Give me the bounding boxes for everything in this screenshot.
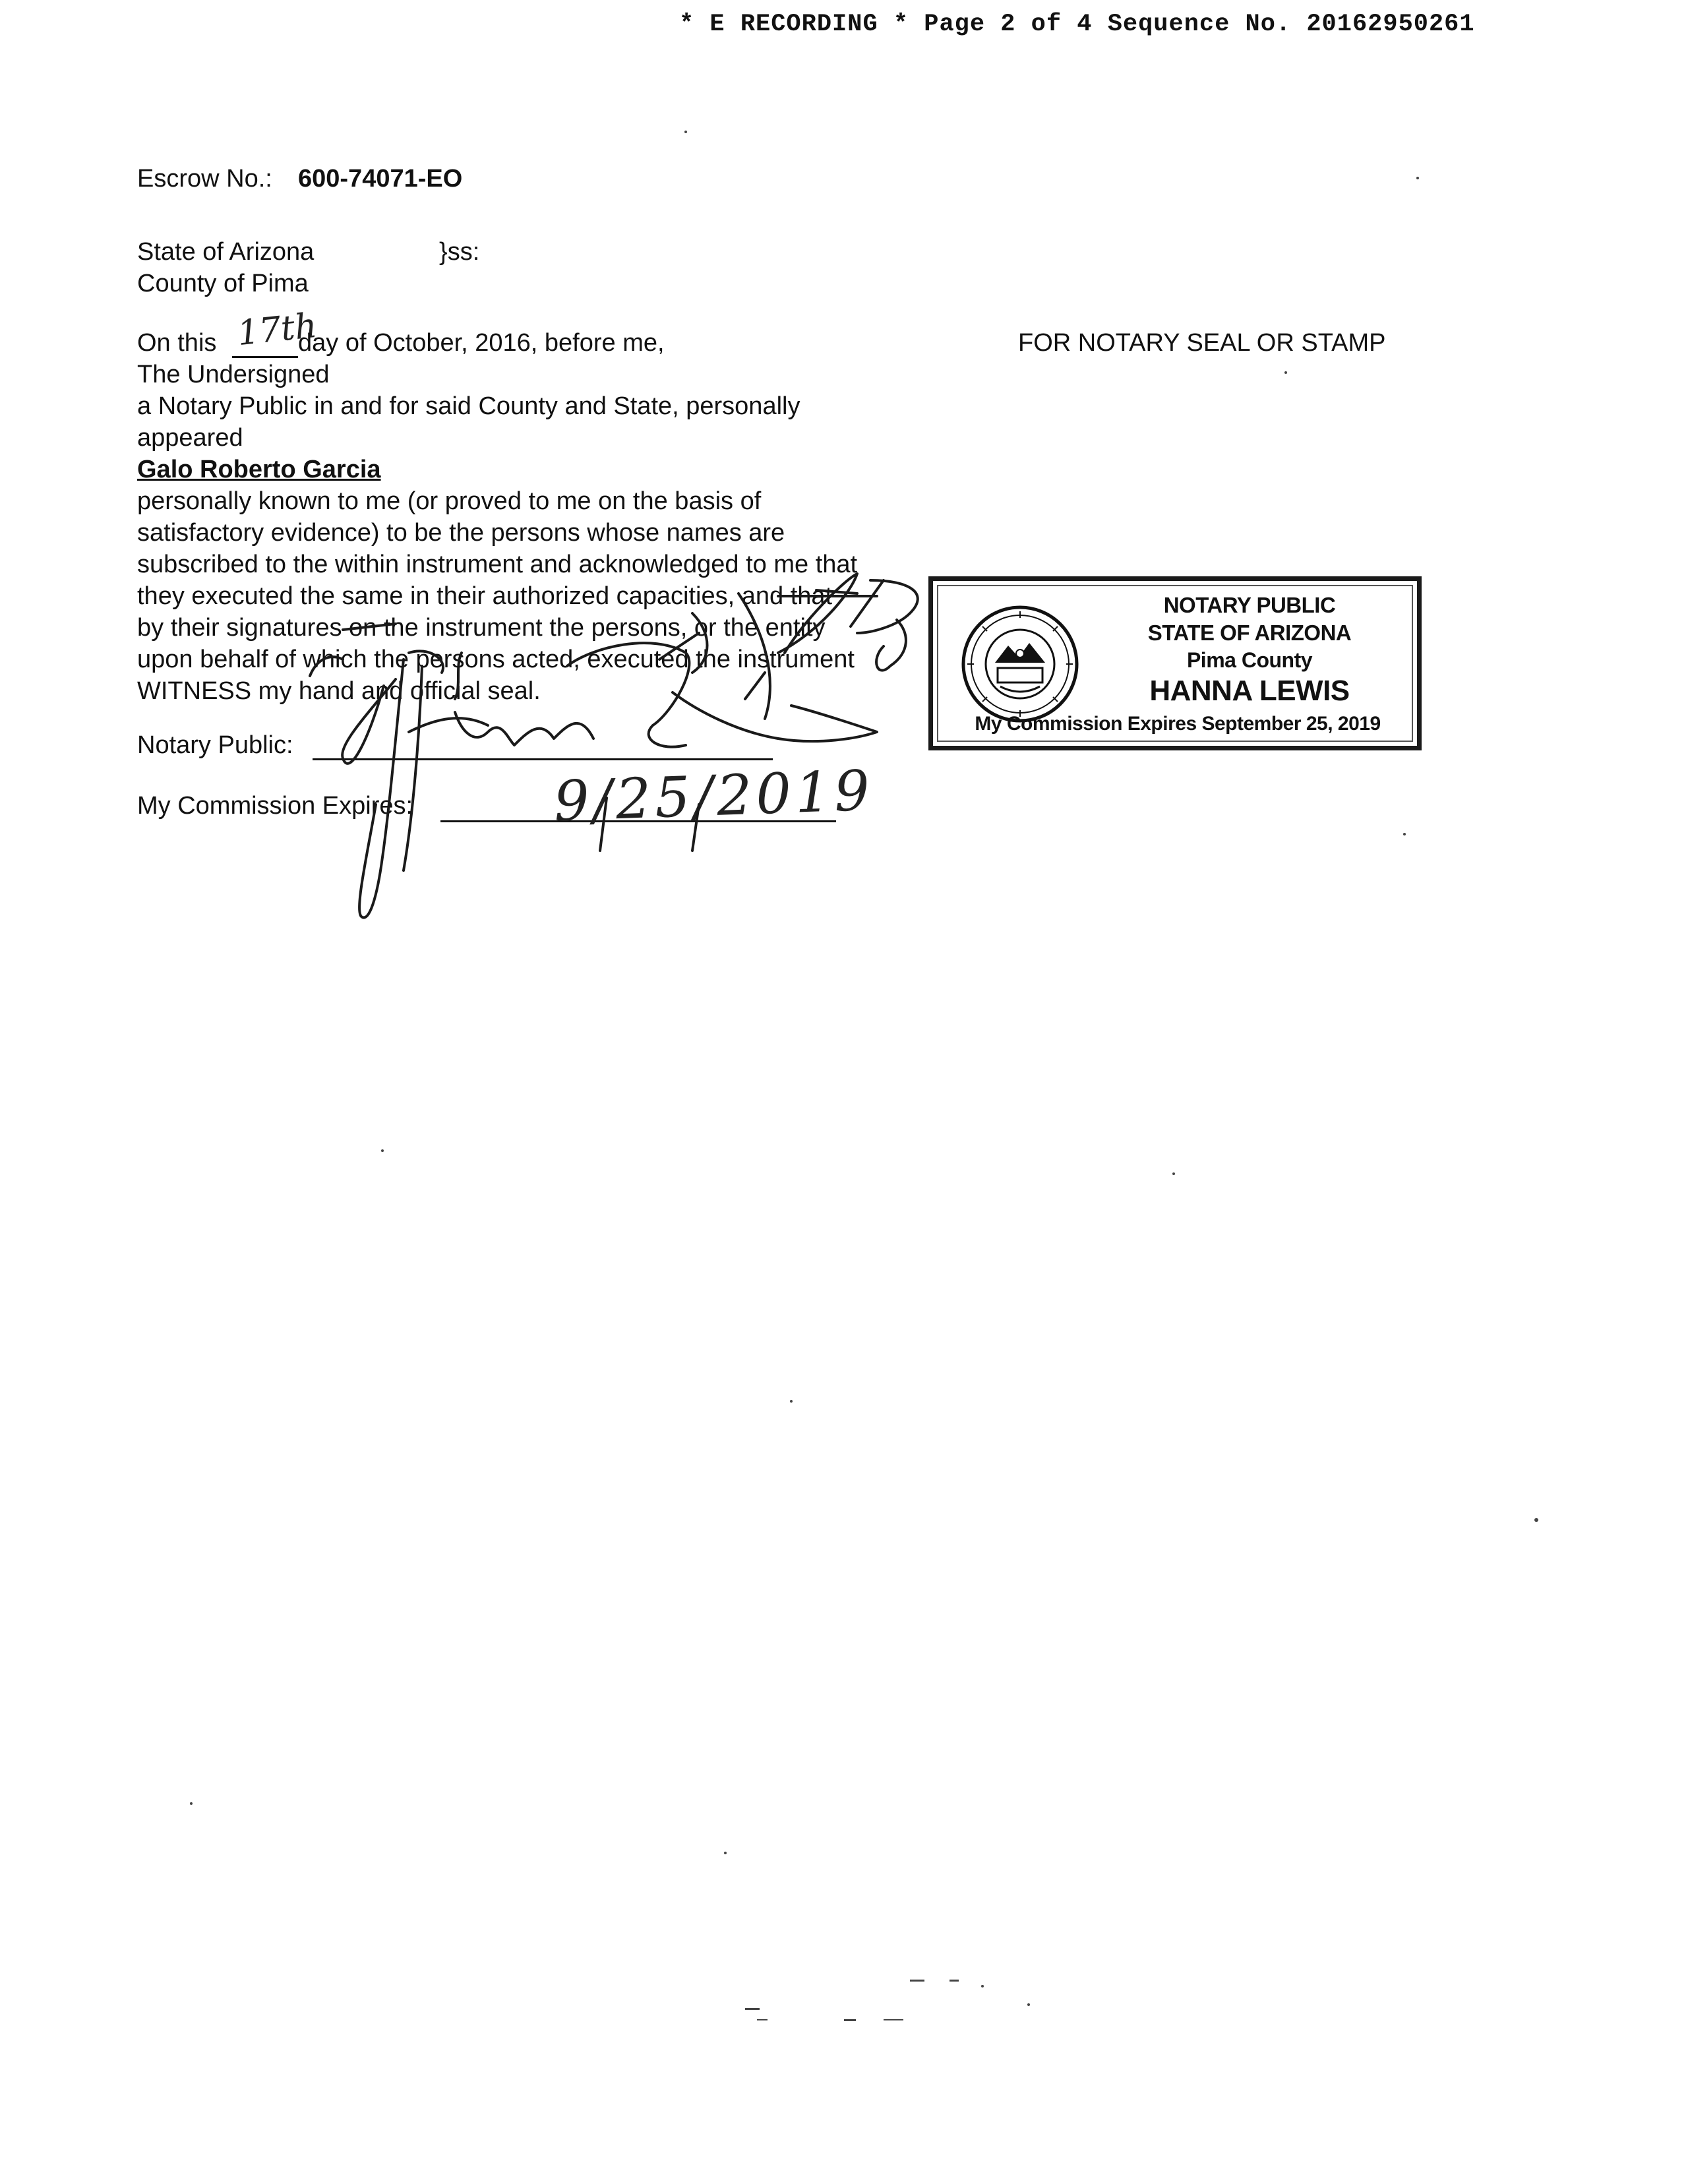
- on-this-label: On this: [137, 329, 217, 357]
- notary-signature-line: [313, 758, 773, 760]
- seal-area-label: FOR NOTARY SEAL OR STAMP: [1018, 329, 1386, 357]
- stamp-notary-name: HANNA LEWIS: [1149, 675, 1350, 707]
- stamp-title: NOTARY PUBLIC: [1163, 593, 1336, 617]
- stamp-county: Pima County: [1186, 648, 1313, 672]
- ack-line-4: they executed the same in their authorized capacities, and that: [137, 582, 833, 610]
- escrow-number: 600-74071-EO: [298, 165, 463, 193]
- notary-stamp: [928, 576, 1422, 750]
- handwritten-expiry-date: 9/25/2019: [553, 758, 875, 834]
- stamp-state: STATE OF ARIZONA: [1147, 621, 1352, 645]
- witness-line: WITNESS my hand and official seal.: [137, 677, 541, 705]
- ack-line-3: subscribed to the within instrument and acknowledged to me that: [137, 551, 858, 578]
- ack-line-1: personally known to me (or proved to me on the basis of: [137, 487, 762, 515]
- ack-line-2: satisfactory evidence) to be the persons whose names are: [137, 519, 785, 547]
- recording-header: * E RECORDING * Page 2 of 4 Sequence No. 20162950261: [679, 11, 1475, 38]
- ack-line-6: upon behalf of which the persons acted, executed the instrument: [137, 646, 855, 673]
- venue-county: County of Pima: [137, 270, 309, 297]
- appeared-text: appeared: [137, 424, 243, 452]
- commission-label: My Commission Expires:: [137, 792, 413, 820]
- ack-line-5: by their signatures on the instrument the persons, or the entity: [137, 614, 826, 642]
- arizona-state-seal-icon: [961, 605, 1079, 723]
- handwritten-day: 17th: [235, 305, 319, 354]
- day-blank-line: [232, 356, 298, 358]
- venue-state: State of Arizona: [137, 238, 315, 266]
- escrow-label: Escrow No.:: [137, 165, 272, 193]
- notary-line-text: a Notary Public in and for said County and State, personally: [137, 392, 800, 420]
- undersigned-text: The Undersigned: [137, 361, 330, 388]
- day-of-text: day of October, 2016, before me,: [298, 329, 665, 357]
- stamp-expiry: My Commission Expires September 25, 2019: [975, 713, 1381, 735]
- signer-name: Galo Roberto Garcia: [137, 456, 381, 483]
- venue-ss: }ss:: [439, 238, 480, 266]
- notary-public-label: Notary Public:: [137, 731, 293, 759]
